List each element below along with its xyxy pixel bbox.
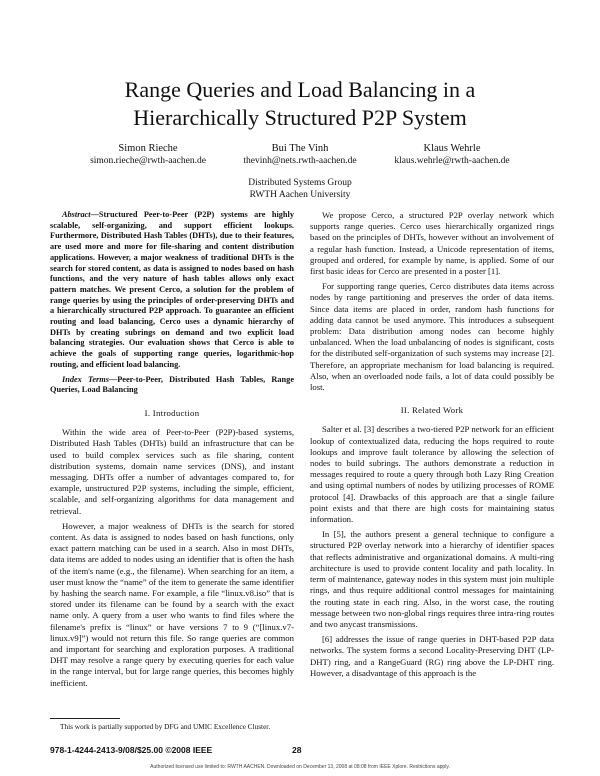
author-email: klaus.wehrle@rwth-aachen.de [394,156,510,166]
title-line-1: Range Queries and Load Balancing in a [124,77,476,102]
paragraph: Salter et al. [3] describes a two-tiered P2P network for an efficient lookup of contextualized data, reducing the hops required to route lookups and improve fault tolerance by allowing the selection of nodes to build subrings. The authors demonstrate a reduction in messages required to route a query through both Lazy Ring Creation and using optimal numbers of nodes by utilizing processes of ROME protocol [4]. Drawbacks of this approach are that a single failure point exists and that there are high costs for maintaining status information. [310,424,554,525]
abstract-text: —Structured Peer-to-Peer (P2P) systems are highly scalable, self-organizing, and support efficient lookups. Furthermore, Distributed Hash Tables (DHTs), due to their features, are used more and more for file-sharing and content distribution applications. However, a major weakness of traditional DHTs is the search for stored content, as data is assigned to nodes based on hash functions, and the very nature of hash tables allows only exact pattern matches. We present Cerco, a solution for the problem of range queries by using the principles of order-preserving DHTs and a hierarchically structured P2P approach. To guarantee an efficient routing and load balancing, Cerco uses a dynamic hierarchy of DHTs by creating subrings on demand and two explicit load balancing strategies. Our evaluation shows that Cerco is able to achieve the goals of supporting range queries, logarithmic-hop routing, and efficient load balancing. [50,210,294,369]
footnote: This work is partially supported by DFG and UMIC Excellence Cluster. [60,722,271,731]
paragraph: [6] addresses the issue of range queries in DHT-based P2P data networks. The system forms a second Locality-Preserving DHT (LP-DHT) ring, and a RangeGuard (RG) ring above the LP-DHT ring. However, a disadvantage of this approach is the [310,634,554,678]
index-terms-text: —Peer-to-Peer, Distributed Hash Tables, Range Queries, Load Balancing [50,374,295,395]
title-line-2: Hierarchically Structured P2P System [133,105,467,130]
license-notice: Authorized licensed use limited to: RWTH AACHEN. Downloaded on December 13, 2008 at 08:08 from IEEE Xplore. Restrictions apply. [150,764,450,770]
paragraph: However, a major weakness of DHTs is the search for stored content. As data is assigned to nodes based on hash functions, only exact pattern matching can be used in a search. Also in most DHTs, data items are added to nodes using an identifier that is often the hash of the item's name (e.g., the filename). When searching for an item, a user must know the “name” of the item to generate the same identifier by hashing the search name. For example, a file “linux.v8.iso” that is stored under its filename can be found by a search with the exact name only. A query from a user who wants to find files where the filename's prefix is “linux” or have versions 7 to 9 (“[linux.v7-linux.v9]”) would not return this file. So range queries are common and important for searching and exploration purposes. A traditional DHT may resolve a range query by executing queries for each value in the range interval, but for large range queries, this becomes highly inefficient. [50,520,294,688]
author-name: Bui The Vinh [271,143,329,154]
paragraph: We propose Cerco, a structured P2P overlay network which supports range queries. Cerco uses hierarchically organized rings based on the principles of DHTs, however without an involvement of a regular hash function. Instead, a Unicode representation of items, grouped and ordered, for example by name, is applied. Some of our first basic ideas for Cerco are presented in a poster [1]. [310,210,554,277]
paper-title [0,76,600,132]
author-email: thevinh@nets.rwth-aachen.de [243,156,357,166]
isbn-copyright: 978-1-4244-2413-9/08/$25.00 ©2008 IEEE [50,745,213,755]
abstract-label: Abstract [62,210,91,219]
author-email: simon.rieche@rwth-aachen.de [90,156,206,166]
author-name: Klaus Wehrle [423,143,481,154]
footnote-divider [50,718,120,719]
section-heading-introduction: I. Introduction [144,407,200,418]
section-heading-related-work: II. Related Work [400,405,464,416]
paragraph: Within the wide area of Peer-to-Peer (P2P)-based systems, Distributed Hash Tables (DHTs) build an infrastructure that can be used to build complex services such as file sharing, content distribution systems, domain name services (DNS), and instant messaging. DHTs offer a number of advantages compared to, for example, unstructured P2P systems, including the simple, efficient, scalable, and self-organizing algorithms for data management and retrieval. [50,427,294,516]
author-block [362,143,542,167]
affiliation [0,178,600,201]
author-name: Simon Rieche [118,143,178,154]
affiliation-line-2: RWTH Aachen University [249,189,351,200]
left-column [50,210,294,693]
abstract [50,210,294,371]
affiliation-line-1: Distributed Systems Group [248,178,352,188]
index-terms-label: Index Terms [62,374,109,384]
right-column [310,210,554,683]
paragraph: For supporting range queries, Cerco distributes data items across nodes by range partitioning and preserves the order of data items. Since data items are placed in order, random hash functions for adding data cannot be used anymore. This introduces a subsequent problem: Data distribution among nodes can become highly unbalanced. When the load unbalancing of nodes is significant, costs for the distributed self-organization of such systems may increase [2]. Therefore, an appropriate mechanism for load balancing is required. Also, when an overloaded node fails, a lot of data could possibly be lost. [310,281,554,393]
paragraph: In [5], the authors present a general technique to configure a structured P2P overlay network into a hierarchy of identifier spaces that reflects administrative and organizational domains. A multi-ring architecture is used to provide content locality and path locality. In term of maintenance, gateway nodes in this system must join multiple rings, and thus require additional control messages for maintaining the routing state in each ring. Also, in the worst case, the routing message between two non-global rings requires three intra-ring routes and two anycast transmissions. [310,529,554,629]
index-terms [50,375,294,396]
page-number: 28 [292,745,302,755]
